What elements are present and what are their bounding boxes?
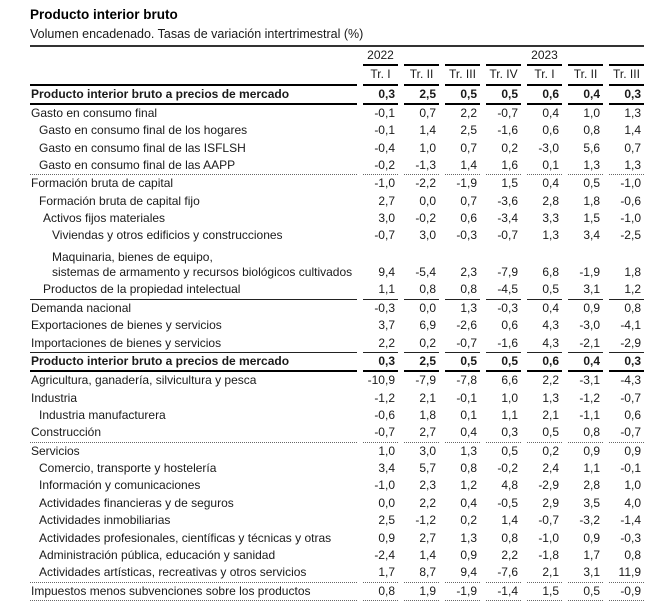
value-cell: 8,7 [404,564,439,582]
value-cell: -0,3 [456,228,477,243]
value-cell: -4,1 [620,318,641,333]
value-cell: -3,1 [579,373,600,388]
value-cell: 0,8 [624,547,641,562]
value-cell: -7,9 [415,373,436,388]
row-label: Producto interior bruto a precios de mercado [30,86,357,105]
value-cell: 11,9 [609,564,644,582]
row-label: Activos fijos materiales [43,211,166,226]
value-cell: -0,2 [363,157,398,175]
value-cell: 0,0 [378,495,395,510]
table-row [30,193,644,210]
value-cell: -0,7 [497,228,518,243]
row-label: Actividades artísticas, recreativas y otros servicios [30,564,357,582]
value-cell: 1,1 [363,281,398,299]
row-label: Información y comunicaciones [39,478,201,493]
quarter-header-cell: Tr. II [568,66,603,85]
value-cell: 1,0 [624,478,641,493]
table-row [30,407,644,424]
value-cell: 0,3 [363,86,398,105]
year-header-cell: 2022 [363,47,398,66]
value-cell: 1,8 [583,193,600,208]
value-cell: -2,2 [415,176,436,191]
value-cell: 0,7 [460,193,477,208]
value-cell: 3,1 [568,281,603,299]
value-cell: 1,7 [363,564,398,582]
value-cell: -0,3 [620,530,641,545]
quarter-header-cell: Tr. II [404,66,439,85]
value-cell: 0,9 [583,443,600,458]
value-cell: -1,9 [456,176,477,191]
value-cell: -0,7 [620,390,641,405]
value-cell: -1,0 [620,176,641,191]
value-cell: -4,5 [486,281,521,299]
value-cell: -0,7 [374,228,395,243]
value-cell: 0,9 [624,443,641,458]
value-cell: 0,8 [568,424,603,442]
value-cell: 1,4 [501,513,518,528]
value-cell: 0,4 [568,353,603,372]
value-cell: -3,6 [497,193,518,208]
value-cell: -1,2 [374,390,395,405]
value-cell: 2,8 [583,478,600,493]
value-cell: -1,6 [486,335,521,353]
value-cell: -1,3 [404,157,439,175]
value-cell: 0,2 [460,513,477,528]
quarter-header-cell: Tr. I [527,66,562,85]
value-cell: -2,1 [568,335,603,353]
value-cell: -0,2 [415,211,436,226]
value-cell: 0,4 [542,176,559,191]
row-label: Exportaciones de bienes y servicios [31,318,222,333]
value-cell: -1,4 [620,513,641,528]
value-cell: 0,3 [609,353,644,372]
value-cell: -0,2 [497,461,518,476]
value-cell: 0,8 [404,281,439,299]
page-title: Producto interior bruto [30,7,178,22]
value-cell: 1,8 [624,265,641,280]
value-cell: 0,6 [460,211,477,226]
value-cell: 2,5 [404,353,439,372]
table-row [30,157,644,175]
value-cell: -1,9 [579,265,600,280]
value-cell: -1,2 [415,513,436,528]
value-cell: 0,7 [624,140,641,155]
row-label-line2: sistemas de armamento y recursos biológicos cultivados [52,265,353,280]
value-cell: 5,7 [419,461,436,476]
value-cell: 1,0 [583,105,600,120]
row-label: Agricultura, ganadería, silvicultura y pesca [31,373,257,388]
gdp-table [24,47,648,601]
value-cell: 0,4 [568,86,603,105]
table-row [30,140,644,157]
value-cell: -2,9 [538,478,559,493]
table-row [30,175,644,192]
value-cell: 1,0 [378,443,395,458]
value-cell: 0,8 [363,583,398,601]
year-header-cell [404,47,439,66]
value-cell: 0,5 [486,86,521,105]
value-cell: 0,5 [568,583,603,601]
year-header-cell [445,47,480,66]
value-cell: -1,0 [374,478,395,493]
value-cell: -0,9 [609,583,644,601]
value-cell: 0,0 [419,193,436,208]
value-cell: 2,1 [527,564,562,582]
value-cell: 0,3 [609,86,644,105]
value-cell: 0,6 [624,407,641,422]
row-label: Administración pública, educación y sanidad [39,547,276,562]
value-cell: 2,3 [419,478,436,493]
table-row [30,460,644,477]
value-cell: 9,4 [378,265,395,280]
value-cell: 1,3 [542,228,559,243]
table-row [30,245,644,282]
value-cell: 0,6 [527,353,562,372]
value-cell: -1,1 [579,407,600,422]
value-cell: 1,3 [624,105,641,120]
value-cell: 0,5 [583,176,600,191]
row-label: Gasto en consumo final de los hogares [39,123,248,138]
value-cell: 0,6 [501,318,518,333]
value-cell: 1,5 [527,583,562,601]
value-cell: 0,5 [527,424,562,442]
table-body [30,47,644,601]
table-row [30,530,644,547]
value-cell: -1,8 [538,547,559,562]
table-row [30,317,644,334]
value-cell: -7,6 [486,564,521,582]
row-label: Demanda nacional [31,300,132,315]
value-cell: 1,1 [583,461,600,476]
value-cell: 2,5 [460,123,477,138]
value-cell: 0,2 [542,443,559,458]
value-cell: 0,5 [445,353,480,372]
value-cell: 0,0 [419,300,436,315]
value-cell: -0,1 [374,105,395,120]
value-cell: 1,0 [501,390,518,405]
row-label: Actividades financieras y de seguros [39,495,234,510]
value-cell: 0,9 [583,300,600,315]
value-cell: 3,0 [419,443,436,458]
value-cell: 0,5 [445,86,480,105]
year-header-row [30,47,644,66]
value-cell: 4,8 [501,478,518,493]
value-cell: -0,1 [456,390,477,405]
row-label: Comercio, transporte y hostelería [39,461,217,476]
value-cell: -2,4 [374,547,395,562]
value-cell: 3,5 [583,495,600,510]
value-cell: 1,5 [501,176,518,191]
value-cell: -0,1 [374,123,395,138]
value-cell: 0,4 [445,424,480,442]
row-label: Productos de la propiedad intelectual [30,281,357,299]
quarter-header-cell: Tr. IV [486,66,521,85]
value-cell: 1,0 [419,140,436,155]
table-row [30,122,644,139]
row-label-line1: Maquinaria, bienes de equipo, [52,249,213,264]
value-cell: -3,0 [538,140,559,155]
value-cell: 3,4 [583,228,600,243]
value-cell: 2,5 [404,86,439,105]
table-row [30,547,644,564]
value-cell: 2,7 [378,193,395,208]
table-row [30,495,644,512]
value-cell: 0,5 [527,281,562,299]
row-label: Actividades inmobiliarias [39,513,171,528]
table-row [30,300,644,317]
value-cell: -0,5 [497,495,518,510]
value-cell: 2,8 [542,193,559,208]
value-cell: 2,3 [460,265,477,280]
value-cell: 2,2 [419,495,436,510]
value-cell: 1,4 [624,123,641,138]
quarter-header-cell: Tr. III [609,66,644,85]
value-cell: 0,1 [460,407,477,422]
row-label: Gasto en consumo final [31,105,158,120]
value-cell: 1,6 [486,157,521,175]
year-row-spacer [30,47,357,66]
value-cell: 2,7 [419,530,436,545]
table-row [30,227,644,244]
value-cell: -1,0 [538,530,559,545]
row-label: Construcción [30,424,357,442]
value-cell: 2,1 [542,407,559,422]
value-cell: 0,9 [583,530,600,545]
row-label: Producto interior bruto a precios de mercado [30,353,357,372]
value-cell: -7,8 [456,373,477,388]
value-cell: -0,4 [374,140,395,155]
value-cell: 4,3 [527,335,562,353]
quarter-header-cell: Tr. I [363,66,398,85]
value-cell: 2,7 [404,424,439,442]
row-label: Impuestos menos subvenciones sobre los productos [30,583,357,601]
value-cell: 1,4 [419,547,436,562]
value-cell: 0,8 [624,300,641,315]
row-label: Industria [31,390,78,405]
table-row [30,443,644,460]
value-cell: 0,9 [460,547,477,562]
table-row [30,105,644,122]
value-cell: 0,4 [542,300,559,315]
value-cell: -1,2 [579,390,600,405]
table-row [30,477,644,494]
value-cell: 1,7 [583,547,600,562]
value-cell: 0,7 [460,140,477,155]
row-label: Formación bruta de capital [31,176,174,191]
value-cell: 6,9 [419,318,436,333]
value-cell: -0,6 [374,407,395,422]
table-row [30,390,644,407]
value-cell: -2,9 [609,335,644,353]
value-cell: -0,7 [445,335,480,353]
value-cell: 1,3 [609,157,644,175]
value-cell: 0,4 [460,495,477,510]
value-cell: 5,6 [583,140,600,155]
row-label: Industria manufacturera [39,407,166,422]
value-cell: -3,4 [497,211,518,226]
row-label: Actividades profesionales, científicas y técnicas y otras [39,530,332,545]
value-cell: 1,3 [460,443,477,458]
value-cell: -3,0 [579,318,600,333]
value-cell: 2,5 [378,513,395,528]
page-subtitle: Volumen encadenado. Tasas de variación intertrimestral (%) [30,26,364,41]
value-cell: 2,4 [542,461,559,476]
table-row [30,86,644,105]
value-cell: -2,5 [620,228,641,243]
table-row [30,583,644,601]
table-row [30,564,644,582]
value-cell: 1,5 [583,211,600,226]
value-cell: 0,8 [460,461,477,476]
value-cell: -0,7 [363,424,398,442]
value-cell: 1,9 [404,583,439,601]
table-row [30,281,644,299]
value-cell: 0,6 [542,123,559,138]
value-cell: 0,3 [486,424,521,442]
value-cell: 1,3 [460,300,477,315]
value-cell: 1,4 [419,123,436,138]
value-cell: 1,3 [568,157,603,175]
year-header-cell [609,47,644,66]
table-row [30,353,644,372]
table-row [30,372,644,389]
value-cell: 1,3 [542,390,559,405]
value-cell: 1,2 [609,281,644,299]
table-row [30,335,644,353]
quarter-header-row [30,66,644,85]
value-cell: 1,4 [445,157,480,175]
row-label [30,245,357,282]
value-cell: 0,8 [501,530,518,545]
value-cell: 2,1 [419,390,436,405]
value-cell: 4,0 [624,495,641,510]
table-row [30,210,644,227]
value-cell: 0,3 [363,353,398,372]
value-cell: -10,9 [367,373,395,388]
value-cell: -1,0 [620,211,641,226]
value-cell: 0,9 [378,530,395,545]
quarter-row-spacer [30,66,357,85]
value-cell: 0,6 [527,86,562,105]
value-cell: 0,8 [445,281,480,299]
value-cell: -1,6 [497,123,518,138]
value-cell: 0,1 [527,157,562,175]
row-label: Importaciones de bienes y servicios [30,335,357,353]
value-cell: -0,3 [497,300,518,315]
value-cell: 0,2 [404,335,439,353]
row-label: Formación bruta de capital fijo [39,193,200,208]
value-cell: -5,4 [415,265,436,280]
value-cell: 1,2 [460,478,477,493]
value-cell: 0,7 [419,105,436,120]
value-cell: 0,4 [542,105,559,120]
value-cell: 4,3 [542,318,559,333]
value-cell: 1,3 [460,530,477,545]
value-cell: 0,5 [486,353,521,372]
value-cell: 9,4 [445,564,480,582]
value-cell: 2,9 [542,495,559,510]
value-cell: -0,7 [609,424,644,442]
table-row [30,424,644,442]
value-cell: -0,7 [538,513,559,528]
value-cell: 6,6 [501,373,518,388]
row-label: Servicios [31,443,80,458]
value-cell: 1,8 [419,407,436,422]
value-cell: -3,2 [579,513,600,528]
row-label: Gasto en consumo final de las ISFLSH [39,140,246,155]
value-cell: 0,5 [501,443,518,458]
value-cell: -1,0 [374,176,395,191]
value-cell: 1,1 [501,407,518,422]
value-cell: -0,1 [620,461,641,476]
value-cell: 3,0 [378,211,395,226]
value-cell: -2,6 [456,318,477,333]
value-cell: 0,8 [583,123,600,138]
value-cell: 2,2 [501,547,518,562]
row-label: Gasto en consumo final de las AAPP [30,157,357,175]
value-cell: 3,1 [568,564,603,582]
table-row [30,512,644,529]
value-cell: -7,9 [497,265,518,280]
value-cell: -4,3 [620,373,641,388]
value-cell: 6,8 [542,265,559,280]
value-cell: 3,4 [378,461,395,476]
value-cell: -0,6 [620,193,641,208]
year-header-cell: 2023 [527,47,562,66]
value-cell: -1,9 [445,583,480,601]
year-header-cell [568,47,603,66]
value-cell: 3,7 [378,318,395,333]
value-cell: 2,2 [542,373,559,388]
row-label: Viviendas y otros edificios y construcciones [52,228,283,243]
value-cell: -0,7 [497,105,518,120]
year-header-cell [486,47,521,66]
value-cell: 3,0 [419,228,436,243]
quarter-header-cell: Tr. III [445,66,480,85]
value-cell: 2,2 [363,335,398,353]
value-cell: -0,3 [374,300,395,315]
value-cell: 3,3 [542,211,559,226]
value-cell: 0,2 [501,140,518,155]
value-cell: 2,2 [460,105,477,120]
value-cell: -1,4 [486,583,521,601]
